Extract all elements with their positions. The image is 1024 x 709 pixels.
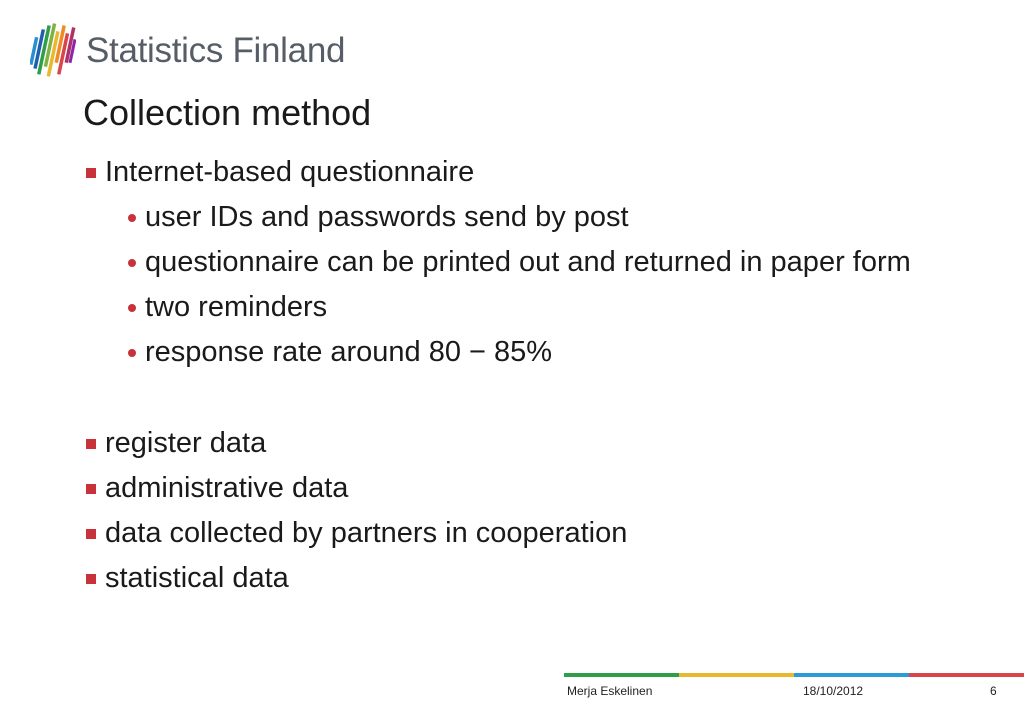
sub-bullet-item (86, 240, 1006, 285)
dot-bullet-icon (128, 214, 136, 222)
bullet-list (86, 150, 1006, 601)
bullet-text: register data (105, 427, 267, 459)
footer-color-bars (564, 673, 1024, 677)
slide-title: Collection method (83, 92, 372, 133)
square-bullet-icon (86, 529, 96, 539)
spacer (86, 375, 1006, 421)
square-bullet-icon (86, 168, 96, 178)
bullet-item (86, 150, 1006, 195)
footer-bar-green (564, 673, 679, 677)
logo-text: Statistics Finland (86, 31, 346, 70)
bullet-text: Internet-based questionnaire (105, 156, 475, 188)
dot-bullet-icon (128, 349, 136, 357)
bullet-text: administrative data (105, 472, 349, 504)
logo (30, 20, 345, 82)
sub-bullet-item (86, 330, 1006, 375)
bullet-text: statistical data (105, 562, 289, 594)
bullet-item (86, 556, 1006, 601)
sub-bullet-item (86, 195, 1006, 240)
dot-bullet-icon (128, 259, 136, 267)
sub-bullet-text: user IDs and passwords send by post (145, 201, 629, 233)
footer-page-number: 6 (990, 684, 997, 698)
footer-bar-blue (794, 673, 909, 677)
bullet-text: data collected by partners in cooperation (105, 517, 628, 549)
bullet-item (86, 421, 1006, 466)
bullet-item (86, 466, 1006, 511)
footer-bar-red (909, 673, 1024, 677)
square-bullet-icon (86, 484, 96, 494)
bullet-item (86, 511, 1006, 556)
sub-bullet-text: response rate around 80 − 85% (145, 336, 553, 368)
statistics-finland-logo-icon (30, 21, 76, 81)
sub-bullet-text: two reminders (145, 291, 328, 323)
square-bullet-icon (86, 574, 96, 584)
footer-author: Merja Eskelinen (567, 684, 653, 698)
footer-bar-yellow (679, 673, 794, 677)
sub-bullet-item (86, 285, 1006, 330)
square-bullet-icon (86, 439, 96, 449)
sub-bullet-text: questionnaire can be printed out and returned in paper form (145, 246, 911, 278)
dot-bullet-icon (128, 304, 136, 312)
footer-date: 18/10/2012 (803, 684, 864, 698)
